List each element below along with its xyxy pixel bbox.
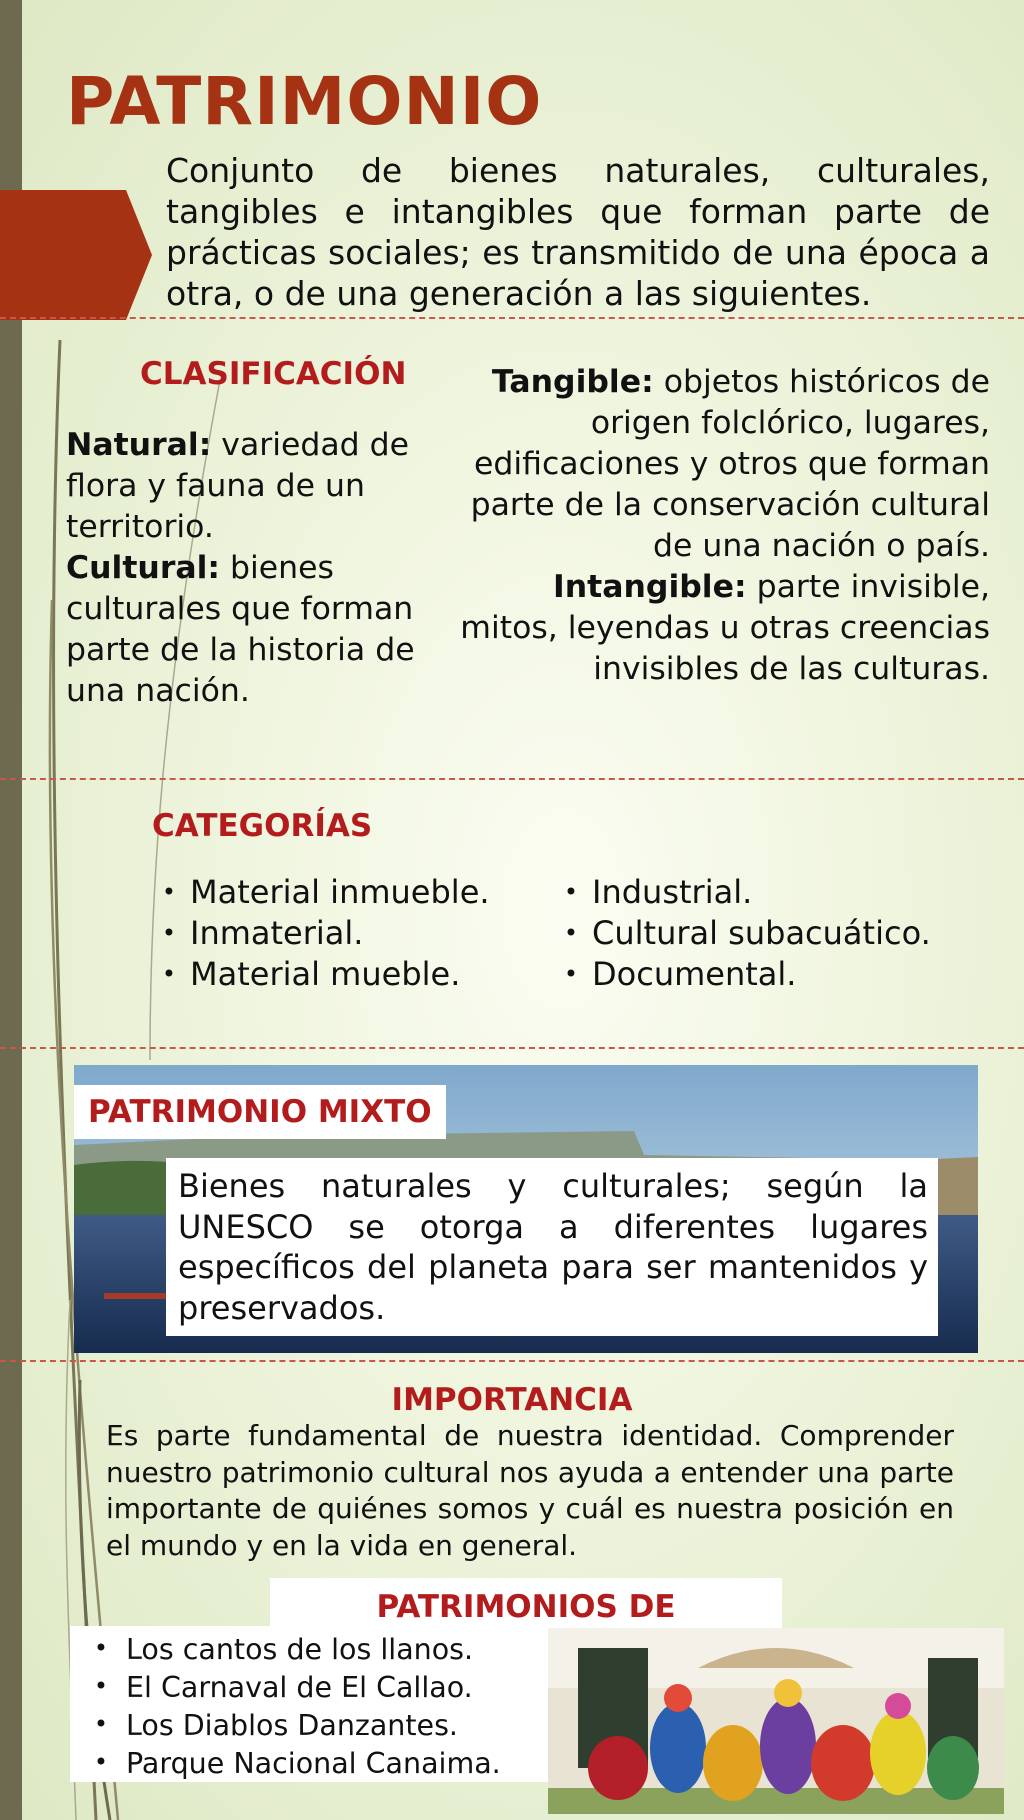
list-item: • Documental. bbox=[550, 954, 931, 995]
intangible-definition bbox=[450, 567, 990, 690]
intangible-text: parte invisible, mitos, leyendas u otras creencias invisibles de las culturas. bbox=[460, 569, 990, 687]
importancia-heading: IMPORTANCIA bbox=[391, 1382, 633, 1418]
categorias-right-list bbox=[550, 872, 931, 995]
diablos-danzantes-photo bbox=[548, 1628, 1004, 1814]
categorias-heading: CATEGORÍAS bbox=[152, 808, 373, 844]
venezuela-heading: PATRIMONIOS DE bbox=[270, 1578, 782, 1630]
list-item: • Cultural subacuático. bbox=[550, 913, 931, 954]
section-divider bbox=[0, 1360, 1024, 1362]
clasificacion-heading: CLASIFICACIÓN bbox=[140, 356, 407, 392]
list-item: • Material inmueble. bbox=[148, 872, 490, 913]
natural-label: Natural: bbox=[66, 427, 212, 463]
list-item: • Los cantos de los llanos. bbox=[76, 1630, 501, 1668]
intro-paragraph: Conjunto de bienes naturales, culturales, tangibles e intangibles que forman parte de prácticas sociales; es transmitido de una época a otra, o de una generación a las siguientes. bbox=[166, 151, 990, 313]
list-item: • Inmaterial. bbox=[148, 913, 490, 954]
natural-definition bbox=[66, 425, 444, 548]
intangible-label: Intangible: bbox=[553, 569, 747, 605]
natural-text: variedad de flora y fauna de un territorio. bbox=[66, 427, 410, 545]
list-item: • Material mueble. bbox=[148, 954, 490, 995]
cultural-definition bbox=[66, 548, 444, 712]
cultural-label: Cultural: bbox=[66, 550, 221, 586]
tangible-text: objetos históricos de origen folclórico, lugares, edificaciones y otros que forman parte de la conservación cultural de una nación o país. bbox=[470, 364, 990, 564]
clasificacion-right-column bbox=[450, 362, 990, 690]
list-item: • El Carnaval de El Callao. bbox=[76, 1668, 501, 1706]
importancia-text: Es parte fundamental de nuestra identidad. Comprender nuestro patrimonio cultural nos ayuda a entender una parte importante de quiénes somos y cuál es nuestra posición en el mundo y en la vida en general. bbox=[106, 1419, 954, 1562]
mixto-text: Bienes naturales y culturales; según la UNESCO se otorga a diferentes lugares específicos del planeta para ser mantenidos y preservados. bbox=[166, 1158, 938, 1336]
list-item: • Los Diablos Danzantes. bbox=[76, 1706, 501, 1744]
venezuela-list bbox=[76, 1630, 501, 1782]
section-divider bbox=[0, 317, 1024, 319]
arrow-banner bbox=[0, 190, 152, 320]
mixto-heading: PATRIMONIO MIXTO bbox=[74, 1085, 446, 1139]
list-item: • Industrial. bbox=[550, 872, 931, 913]
clasificacion-left-column bbox=[66, 425, 444, 712]
categorias-left-list bbox=[148, 872, 490, 995]
list-item: • Parque Nacional Canaima. bbox=[76, 1744, 501, 1782]
cultural-text: bienes culturales que forman parte de la historia de una nación. bbox=[66, 550, 415, 709]
section-divider bbox=[0, 1047, 1024, 1049]
tangible-label: Tangible: bbox=[491, 364, 654, 400]
section-divider bbox=[0, 778, 1024, 780]
page-title: PATRIMONIO bbox=[66, 63, 543, 140]
tangible-definition bbox=[450, 362, 990, 567]
